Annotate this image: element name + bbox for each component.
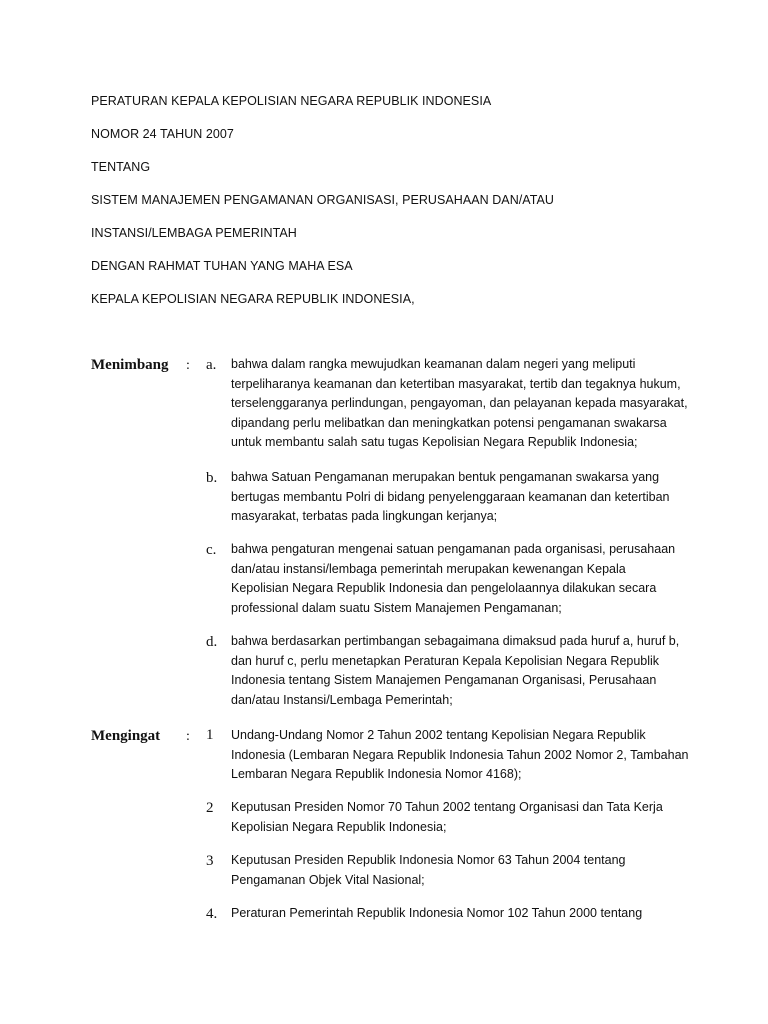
text-line: dan/atau Instansi/Lembaga Pemerintah; — [231, 692, 453, 707]
text-line: Undang-Undang Nomor 2 Tahun 2002 tentang Kepolisian Negara Republik — [231, 728, 646, 742]
mengingat-item-3 — [231, 851, 701, 890]
text-line: terpeliharanya keamanan dan ketertiban masyarakat, tertib dan tegaknya hukum, — [231, 376, 681, 391]
mengingat-item-2 — [231, 798, 701, 837]
mengingat-label: Mengingat — [91, 728, 161, 744]
text-line: bahwa berdasarkan pertimbangan sebagaimana dimaksud pada huruf a, huruf b, — [231, 634, 680, 648]
menimbang-marker-c: c. — [206, 542, 217, 558]
text-line: masyarakat, terbatas pada lingkungan kerjanya; — [231, 509, 498, 524]
mengingat-colon: : — [186, 729, 190, 744]
regulation-about-label: TENTANG — [91, 160, 151, 174]
text-line: dipandang perlu melibatkan dan meningkatkan potensi pengamanan swakarsa — [231, 415, 667, 430]
text-line: dan huruf c, perlu menetapkan Peraturan Kepala Kepolisian Negara Republik — [231, 653, 660, 668]
text-line: bahwa Satuan Pengamanan merupakan bentuk pengamanan swakarsa yang — [231, 470, 660, 484]
menimbang-item-c — [231, 540, 701, 618]
text-line: Keputusan Presiden Republik Indonesia Nomor 63 Tahun 2004 tentang — [231, 853, 626, 867]
menimbang-marker-a: a. — [206, 357, 217, 373]
menimbang-marker-d: d. — [206, 634, 218, 650]
text-line: Kepolisian Negara Republik Indonesia; — [231, 819, 447, 834]
text-line: Pengamanan Objek Vital Nasional; — [231, 872, 425, 887]
text-line: terselenggaranya perlindungan, pengayoman, dan pelayanan kepada masyarakat, — [231, 396, 688, 411]
regulation-subject-line-1: SISTEM MANAJEMEN PENGAMANAN ORGANISASI, PERUSAHAAN DAN/ATAU — [91, 193, 554, 207]
text-line: bertugas membantu Polri di bidang penyelenggaraan keamanan dan ketertiban — [231, 489, 670, 504]
mengingat-item-4 — [231, 904, 701, 924]
regulation-title: PERATURAN KEPALA KEPOLISIAN NEGARA REPUBLIK INDONESIA — [91, 94, 492, 108]
text-line: untuk membantu salah satu tugas Kepolisian Negara Republik Indonesia; — [231, 435, 638, 450]
mengingat-marker-2: 2 — [206, 800, 214, 816]
menimbang-marker-b: b. — [206, 470, 218, 486]
issuer-line: KEPALA KEPOLISIAN NEGARA REPUBLIK INDONESIA, — [91, 292, 415, 306]
text-line: bahwa dalam rangka mewujudkan keamanan dalam negeri yang meliputi — [231, 357, 636, 371]
text-line: dan/atau instansi/lembaga pemerintah merupakan kewenangan Kepala — [231, 561, 626, 576]
menimbang-label: Menimbang — [91, 357, 169, 373]
menimbang-item-d — [231, 632, 701, 710]
menimbang-item-a — [231, 355, 701, 453]
text-line: professional dalam suatu Sistem Manajemen Pengamanan; — [231, 600, 562, 615]
text-line: bahwa pengaturan mengenai satuan pengamanan pada organisasi, perusahaan — [231, 542, 676, 556]
mengingat-marker-1: 1 — [206, 727, 214, 743]
mengingat-marker-3: 3 — [206, 853, 214, 869]
invocation-line: DENGAN RAHMAT TUHAN YANG MAHA ESA — [91, 259, 353, 273]
text-line: Lembaran Negara Republik Indonesia Nomor 4168); — [231, 767, 522, 782]
menimbang-item-b — [231, 468, 701, 527]
text-line: Indonesia (Lembaran Negara Republik Indonesia Tahun 2002 Nomor 2, Tambahan — [231, 747, 689, 762]
regulation-number: NOMOR 24 TAHUN 2007 — [91, 127, 234, 141]
text-line: Kepolisian Negara Republik Indonesia dan pengelolaannya dilakukan secara — [231, 581, 657, 596]
text-line: Peraturan Pemerintah Republik Indonesia Nomor 102 Tahun 2000 tentang — [231, 906, 643, 920]
regulation-subject-line-2: INSTANSI/LEMBAGA PEMERINTAH — [91, 226, 297, 240]
mengingat-marker-4: 4. — [206, 906, 218, 922]
text-line: Indonesia tentang Sistem Manajemen Pengamanan Organisasi, Perusahaan — [231, 673, 657, 688]
menimbang-colon: : — [186, 358, 190, 373]
text-line: Keputusan Presiden Nomor 70 Tahun 2002 tentang Organisasi dan Tata Kerja — [231, 800, 663, 814]
mengingat-item-1 — [231, 726, 701, 785]
